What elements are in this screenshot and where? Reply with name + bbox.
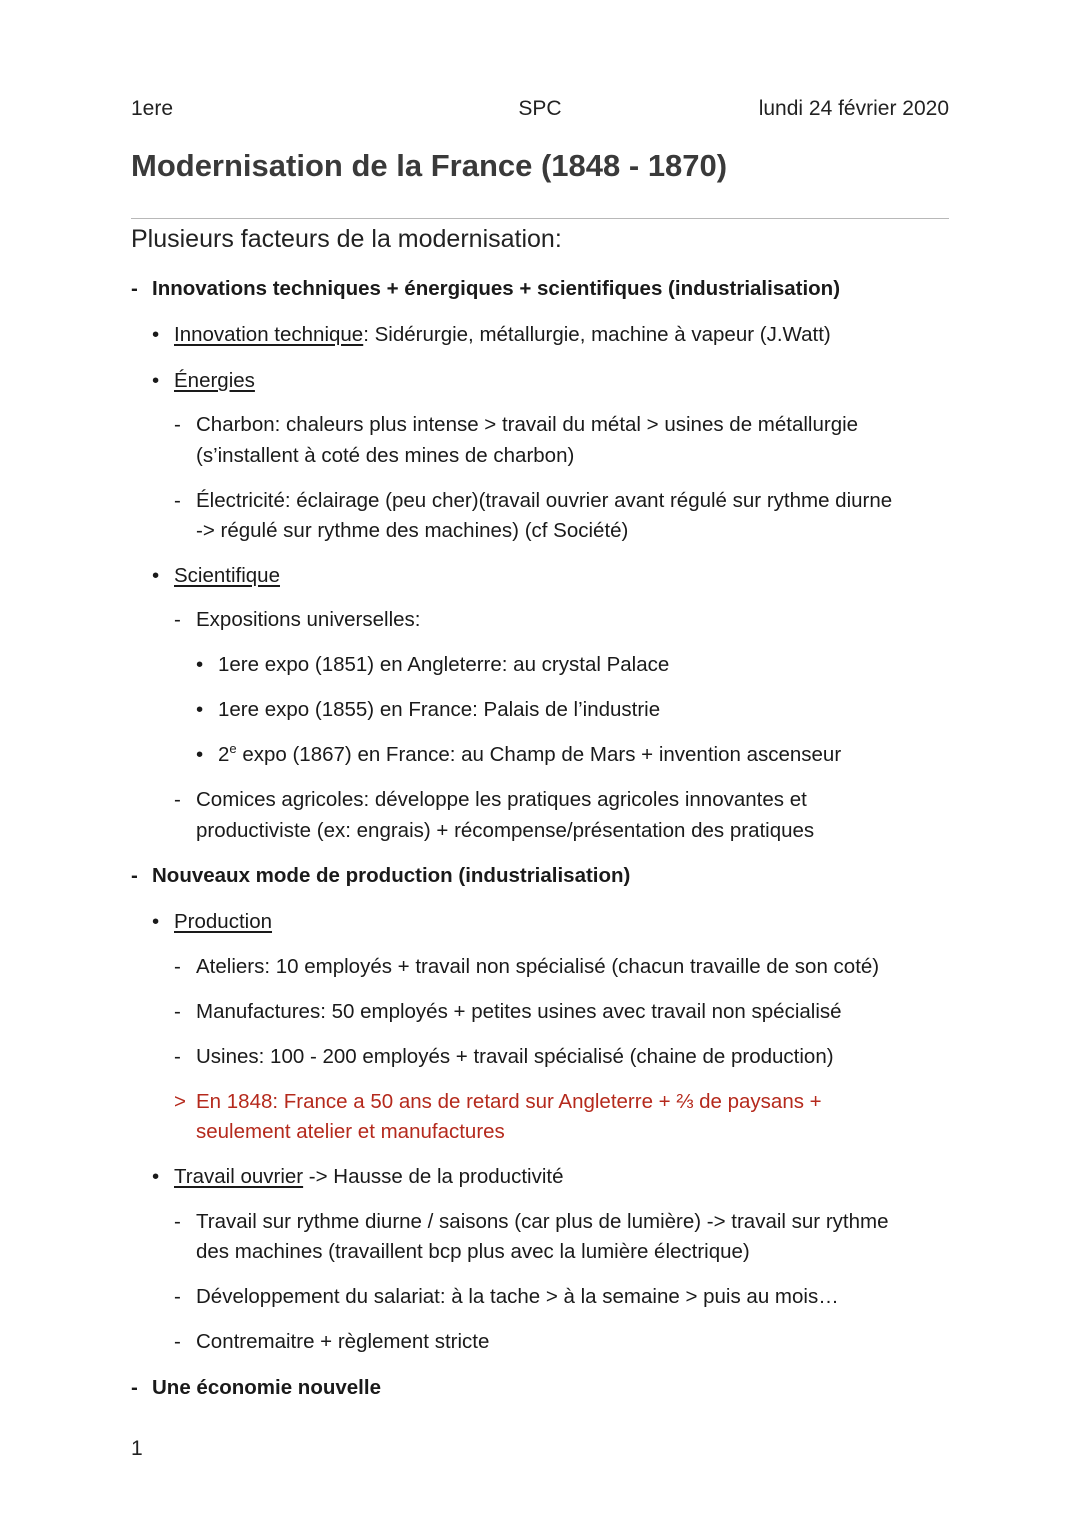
contremaitre-item: Contremaitre + règlement stricte — [196, 1330, 490, 1353]
comices-line1: Comices agricoles: développe les pratiques agricoles innovantes et — [196, 788, 807, 811]
bullet: • — [152, 910, 160, 933]
section-dash: - — [131, 1376, 138, 1399]
production-item: Manufactures: 50 employés + petites usines avec travail non spécialisé — [196, 1000, 842, 1023]
bullet: • — [152, 1165, 160, 1188]
bullet: • — [196, 698, 204, 721]
charbon-line1: Charbon: chaleurs plus intense > travail du métal > usines de métallurgie — [196, 413, 859, 436]
dash: - — [174, 1330, 181, 1353]
travail-ouvrier-text: -> Hausse de la productivité — [303, 1165, 564, 1188]
header-date: lundi 24 février 2020 — [758, 97, 949, 120]
innovation-technique-item — [174, 319, 831, 350]
expo-item: 1ere expo (1855) en France: Palais de l’industrie — [218, 698, 661, 721]
header-class: 1ere — [131, 97, 174, 120]
section-heading: Une économie nouvelle — [152, 1376, 381, 1399]
dash: - — [174, 955, 181, 978]
expositions-label: Expositions universelles: — [196, 608, 421, 631]
electricite-line2: -> régulé sur rythme des machines) (cf Société) — [196, 519, 629, 542]
header-subject: SPC — [518, 97, 562, 120]
bullet: • — [152, 369, 160, 392]
innovation-technique-text: : Sidérurgie, métallurgie, machine à vapeur (J.Watt) — [363, 323, 831, 346]
travail-ouvrier-item — [174, 1161, 563, 1192]
expo-item: 1ere expo (1851) en Angleterre: au crystal Palace — [218, 653, 670, 676]
section-dash: - — [131, 864, 138, 887]
dash: - — [174, 489, 181, 512]
salariat-item: Développement du salariat: à la tache > à la semaine > puis au mois… — [196, 1285, 839, 1308]
expo-item — [218, 739, 841, 770]
dash: - — [174, 1285, 181, 1308]
production-label: Production — [174, 910, 273, 933]
charbon-line2: (s’installent à coté des mines de charbon) — [196, 444, 575, 467]
bullet: • — [196, 743, 204, 766]
innovation-technique-label: Innovation technique — [174, 323, 364, 346]
bullet: • — [152, 564, 160, 587]
note-marker: > — [174, 1090, 186, 1113]
scientifique-label: Scientifique — [174, 564, 280, 587]
travail-line1: Travail sur rythme diurne / saisons (car plus de lumière) -> travail sur rythme — [196, 1210, 889, 1233]
section-heading: Innovations techniques + énergiques + scientifiques (industrialisation) — [152, 277, 841, 300]
section-dash: - — [131, 277, 138, 300]
expo-ordinal-suffix: e — [229, 741, 237, 757]
dash: - — [174, 1000, 181, 1023]
section-heading: Nouveaux mode de production (industrialisation) — [152, 864, 631, 887]
travail-line2: des machines (travaillent bcp plus avec la lumière électrique) — [196, 1240, 750, 1263]
dash: - — [174, 413, 181, 436]
page-title: Modernisation de la France (1848 - 1870) — [131, 148, 728, 183]
dash: - — [174, 608, 181, 631]
bullet: • — [196, 653, 204, 676]
title-divider — [131, 218, 949, 219]
electricite-line1: Électricité: éclairage (peu cher)(travail ouvrier avant régulé sur rythme diurne — [196, 489, 893, 512]
dash: - — [174, 1045, 181, 1068]
comices-line2: productiviste (ex: engrais) + récompense/présentation des pratiques — [196, 819, 815, 842]
energies-label: Énergies — [174, 369, 255, 392]
dash: - — [174, 1210, 181, 1233]
note-line1: En 1848: France a 50 ans de retard sur Angleterre + ⅔ de paysans + — [196, 1090, 822, 1113]
production-item: Usines: 100 - 200 employés + travail spécialisé (chaine de production) — [196, 1045, 834, 1068]
dash: - — [174, 788, 181, 811]
expo-ordinal: 2 — [218, 743, 230, 766]
production-item: Ateliers: 10 employés + travail non spécialisé (chacun travaille de son coté) — [196, 955, 880, 978]
travail-ouvrier-label: Travail ouvrier — [174, 1165, 304, 1188]
bullet: • — [152, 323, 160, 346]
expo-text: expo (1867) en France: au Champ de Mars + invention ascenseur — [236, 743, 842, 766]
note-line2: seulement atelier et manufactures — [196, 1120, 505, 1143]
page-number: 1 — [131, 1437, 143, 1460]
intro-heading: Plusieurs facteurs de la modernisation: — [131, 225, 562, 253]
